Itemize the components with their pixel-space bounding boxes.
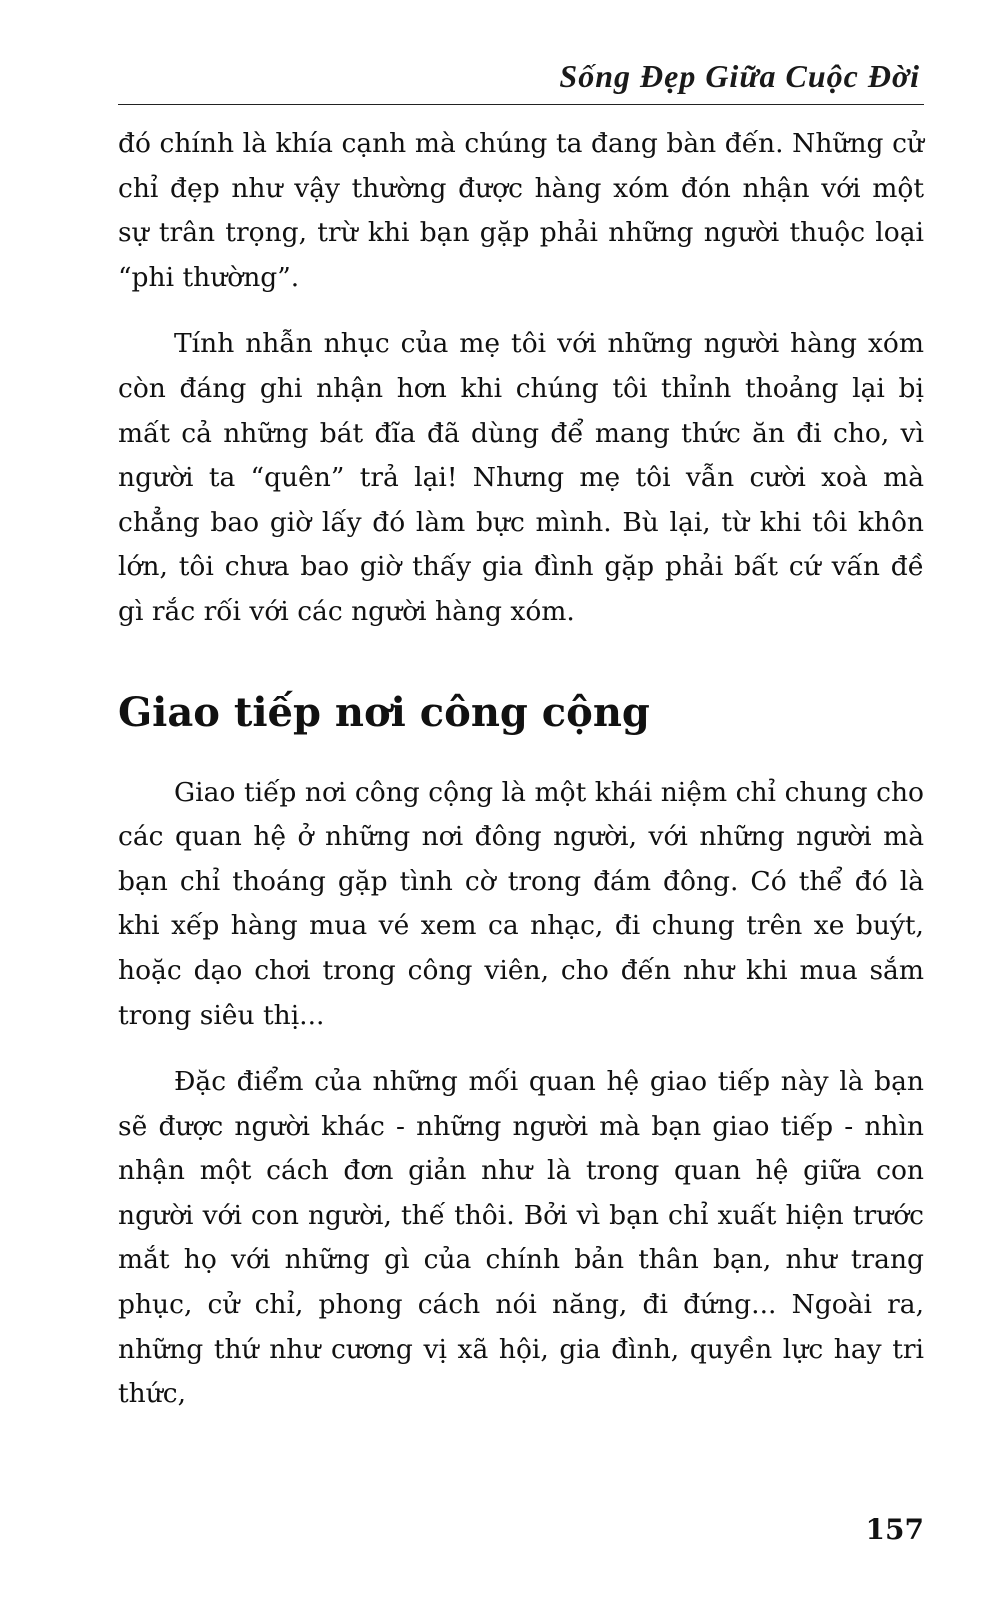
page-body bbox=[118, 122, 924, 1417]
running-header bbox=[118, 56, 924, 105]
page-number: 157 bbox=[865, 1513, 924, 1546]
running-title: Sống Đẹp Giữa Cuộc Đời bbox=[559, 58, 920, 94]
section-heading: Giao tiếp nơi công cộng bbox=[118, 688, 650, 736]
paragraph-continued: đó chính là khía cạnh mà chúng ta đang bàn đến. Những cử chỉ đẹp như vậy thường được hàng xóm đón nhận với một sự trân trọng, trừ khi bạn gặp phải những người thuộc loại “phi thường”. bbox=[118, 128, 924, 293]
paragraph-characteristics: Đặc điểm của những mối quan hệ giao tiếp này là bạn sẽ được người khác - những người mà bạn giao tiếp - nhìn nhận một cách đơn giản như là trong quan hệ giữa con người với con người, thế thôi. Bởi vì bạn chỉ xuất hiện trước mắt họ với những gì của chính bản thân bạn, như trang phục, cử chỉ, phong cách nói năng, đi đứng... Ngoài ra, những thứ như cương vị xã hội, gia đình, quyền lực hay tri thức, bbox=[118, 1066, 924, 1410]
paragraph-public-communication: Giao tiếp nơi công cộng là một khái niệm chỉ chung cho các quan hệ ở những nơi đông người, với những người mà bạn chỉ thoáng gặp tình cờ trong đám đông. Có thể đó là khi xếp hàng mua vé xem ca nhạc, đi chung trên xe buýt, hoặc dạo chơi trong công viên, cho đến như khi mua sắm trong siêu thị... bbox=[118, 776, 924, 1031]
paragraph-mother-patience: Tính nhẫn nhục của mẹ tôi với những người hàng xóm còn đáng ghi nhận hơn khi chúng tôi thỉnh thoảng lại bị mất cả những bát đĩa đã dùng để mang thức ăn đi cho, vì người ta “quên” trả lại! Nhưng mẹ tôi vẫn cười xoà mà chẳng bao giờ lấy đó làm bực mình. Bù lại, từ khi tôi khôn lớn, tôi chưa bao giờ thấy gia đình gặp phải bất cứ vấn đề gì rắc rối với các người hàng xóm. bbox=[118, 328, 924, 627]
